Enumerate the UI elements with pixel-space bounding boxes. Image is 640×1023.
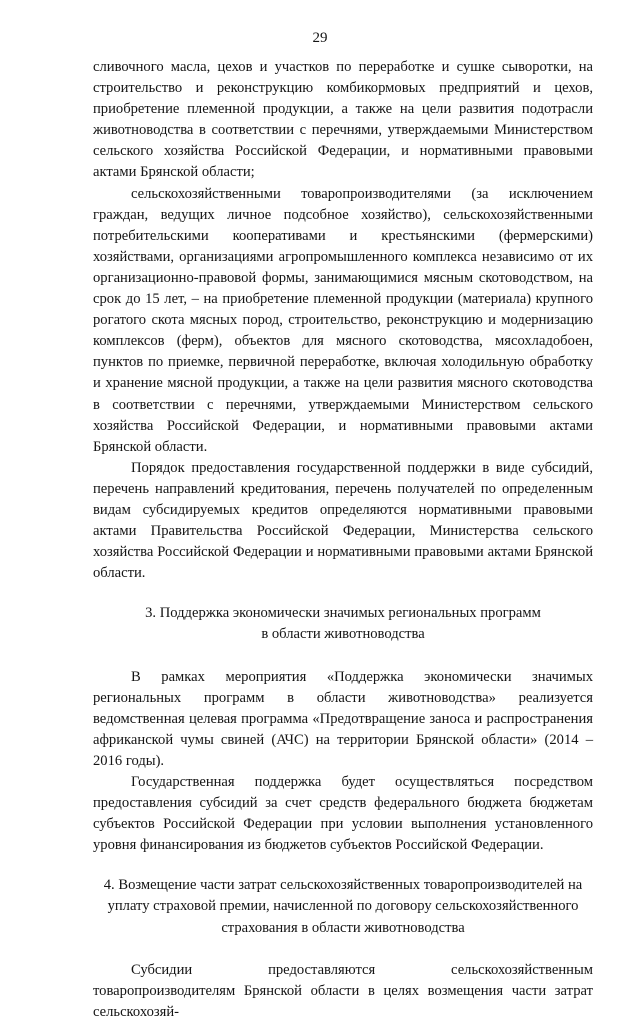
section-3-heading-line: 3. Поддержка экономически значимых региональных программ [145, 605, 541, 622]
section-4-heading-line: уплату страховой премии, начисленной по договору сельскохозяйственного [107, 898, 579, 915]
section-4-heading-line: страхования в области животноводства [221, 919, 465, 936]
paragraph-federal-support: Государственная поддержка будет осуществляться посредством предоставления субсидий за счет средств федерального бюджета бюджетам субъектов Российской Федерации при условии выполнения установленного уровня финансирования из бюджетов субъектов Российской Федерации. [93, 774, 593, 854]
section-4-heading [93, 875, 593, 938]
paragraph-asf-program: В рамках мероприятия «Поддержка экономически значимых региональных программ в области животноводства» реализуется ведомственная целевая программа «Предотвращение заноса и распространения африканской чумы свиней (АЧС) на территории Брянской области» (2014 – 2016 годы). [93, 668, 593, 769]
paragraph-subsidy-procedure: Порядок предоставления государственной поддержки в виде субсидий, перечень направлений кредитования, перечень получателей по определенным видам субсидируемых кредитов определяются нормативными правовыми актами Правительства Российской Федерации, Министерства сельского хозяйства Российской Федерации и нормативными правовыми актами Брянской области. [93, 459, 593, 582]
page-number: 29 [312, 30, 328, 46]
paragraph-meat-cattle-credits: сельскохозяйственными товаропроизводителями (за исключением граждан, ведущих личное подсобное хозяйство), сельскохозяйственными потребительскими кооперативами и крестьянскими (фермерскими) хозяйствами, организациями агропромышленного комплекса независимо от их организационно-правовой формы, занимающимися мясным скотоводством, на срок до 15 лет, – на приобретение племенной продукции (материала) крупного рогатого скота мясных пород, строительство, реконструкцию и модернизацию комплексов (ферм), объектов для мясного скотоводства, мясохладобоен, пунктов по приемке, первичной переработке, включая холодильную обработку и хранение мясной продукции, а также на цели развития мясного скотоводства в соответствии с перечнями, утверждаемыми Министерством сельского хозяйства Российской Федерации, и нормативными правовыми актами Брянской области. [93, 185, 593, 455]
document-body [93, 57, 593, 1023]
section-3-heading-line: в области животноводства [261, 626, 425, 643]
paragraph-continuation: сливочного масла, цехов и участков по переработке и сушке сыворотки, на строительство и реконструкцию комбикормовых предприятий и цехов, приобретение племенной продукции, а также на цели развития подотрасли животноводства в соответствии с перечнями, утверждаемыми Министерством сельского хозяйства Российской Федерации, и нормативными правовыми актами Брянской области; [93, 59, 593, 181]
section-4-heading-line: 4. Возмещение части затрат сельскохозяйственных товаропроизводителей на [103, 877, 583, 894]
paragraph-insurance-subsidies: Субсидии предоставляются сельскохозяйственным товаропроизводителям Брянской области в целях возмещения части затрат сельскохозяй- [93, 961, 593, 1020]
section-3-heading [93, 603, 593, 645]
